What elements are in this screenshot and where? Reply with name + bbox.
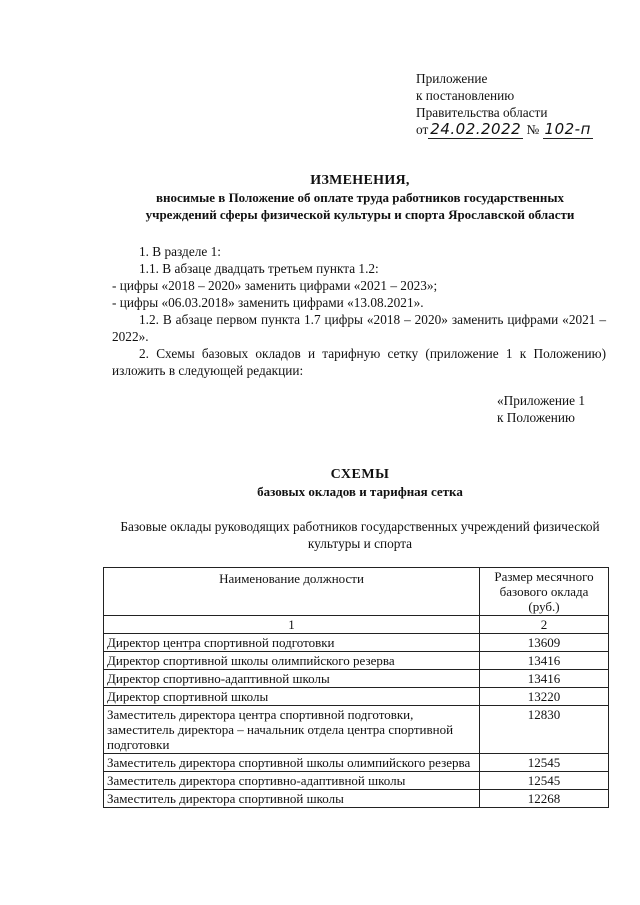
position-cell: Директор центра спортивной подготовки bbox=[104, 634, 480, 652]
handwritten-number: 102-п bbox=[544, 120, 591, 138]
appendix-line-2: к постановлению bbox=[416, 88, 515, 103]
appendix-1-line-1: «Приложение 1 bbox=[497, 393, 585, 408]
salary-cell: 13609 bbox=[480, 634, 609, 652]
position-cell: Директор спортивной школы bbox=[104, 688, 480, 706]
salary-cell: 13416 bbox=[480, 652, 609, 670]
header-position: Наименование должности bbox=[104, 568, 480, 616]
salary-cell: 13416 bbox=[480, 670, 609, 688]
appendix-line-1: Приложение bbox=[416, 71, 488, 86]
paragraph-6: 2. Схемы базовых окладов и тарифную сетку (приложение 1 к Положению) изложить в следующей редакции: bbox=[112, 346, 606, 378]
schemes-subheading: базовых окладов и тарифная сетка bbox=[257, 484, 463, 499]
table-row bbox=[104, 772, 609, 790]
paragraph-2: 1.1. В абзаце двадцать третьем пункта 1.2: bbox=[139, 261, 379, 276]
table-row bbox=[104, 706, 609, 754]
changes-title bbox=[110, 172, 610, 223]
appendix-date-line bbox=[416, 121, 626, 138]
table-index-row bbox=[104, 616, 609, 634]
position-cell: Заместитель директора центра спортивной подготовки, заместитель директора – начальник отдела центра спортивной подготовки bbox=[104, 706, 480, 754]
handwritten-date: 24.02.2022 bbox=[430, 120, 522, 138]
salary-table bbox=[103, 567, 609, 808]
table-row bbox=[104, 754, 609, 772]
position-cell: Заместитель директора спортивной школы олимпийского резерва bbox=[104, 754, 480, 772]
table-header-row bbox=[104, 568, 609, 616]
paragraph-4: - цифры «06.03.2018» заменить цифрами «13.08.2021». bbox=[112, 295, 424, 310]
position-cell: Директор спортивной школы олимпийского резерва bbox=[104, 652, 480, 670]
salary-cell: 12545 bbox=[480, 772, 609, 790]
salary-cell: 13220 bbox=[480, 688, 609, 706]
from-label: от bbox=[416, 122, 429, 137]
index-cell-1: 1 bbox=[104, 616, 480, 634]
header-salary: Размер месячного базового оклада (руб.) bbox=[480, 568, 609, 616]
title-main: ИЗМЕНЕНИЯ, bbox=[310, 173, 410, 188]
paragraph-5: 1.2. В абзаце первом пункта 1.7 цифры «2018 – 2020» заменить цифрами «2021 – 2022». bbox=[112, 312, 606, 344]
table-row bbox=[104, 634, 609, 652]
appendix-line-3: Правительства области bbox=[416, 105, 548, 120]
position-cell: Заместитель директора спортивной школы bbox=[104, 790, 480, 808]
number-label: № bbox=[526, 122, 540, 137]
paragraph-1: 1. В разделе 1: bbox=[139, 244, 221, 259]
table-row bbox=[104, 670, 609, 688]
body-text bbox=[112, 243, 606, 379]
schemes-heading: СХЕМЫ bbox=[330, 467, 390, 482]
salary-cell: 12545 bbox=[480, 754, 609, 772]
salary-cell: 12830 bbox=[480, 706, 609, 754]
table-caption: Базовые оклады руководящих работников государственных учреждений физической культуры и спорта bbox=[120, 519, 600, 551]
appendix-block bbox=[416, 70, 626, 138]
appendix-1-line-2: к Положению bbox=[497, 410, 575, 425]
appendix-1-label bbox=[497, 392, 627, 426]
table-row bbox=[104, 688, 609, 706]
title-line-1: вносимые в Положение об оплате труда работников государственных bbox=[156, 190, 564, 205]
position-cell: Директор спортивно-адаптивной школы bbox=[104, 670, 480, 688]
title-line-2: учреждений сферы физической культуры и спорта Ярославской области bbox=[145, 207, 575, 222]
salary-cell: 12268 bbox=[480, 790, 609, 808]
schemes-title bbox=[110, 466, 610, 500]
position-cell: Заместитель директора спортивно-адаптивной школы bbox=[104, 772, 480, 790]
table-row bbox=[104, 652, 609, 670]
index-cell-2: 2 bbox=[480, 616, 609, 634]
table-row bbox=[104, 790, 609, 808]
paragraph-3: - цифры «2018 – 2020» заменить цифрами «2021 – 2023»; bbox=[112, 278, 438, 293]
